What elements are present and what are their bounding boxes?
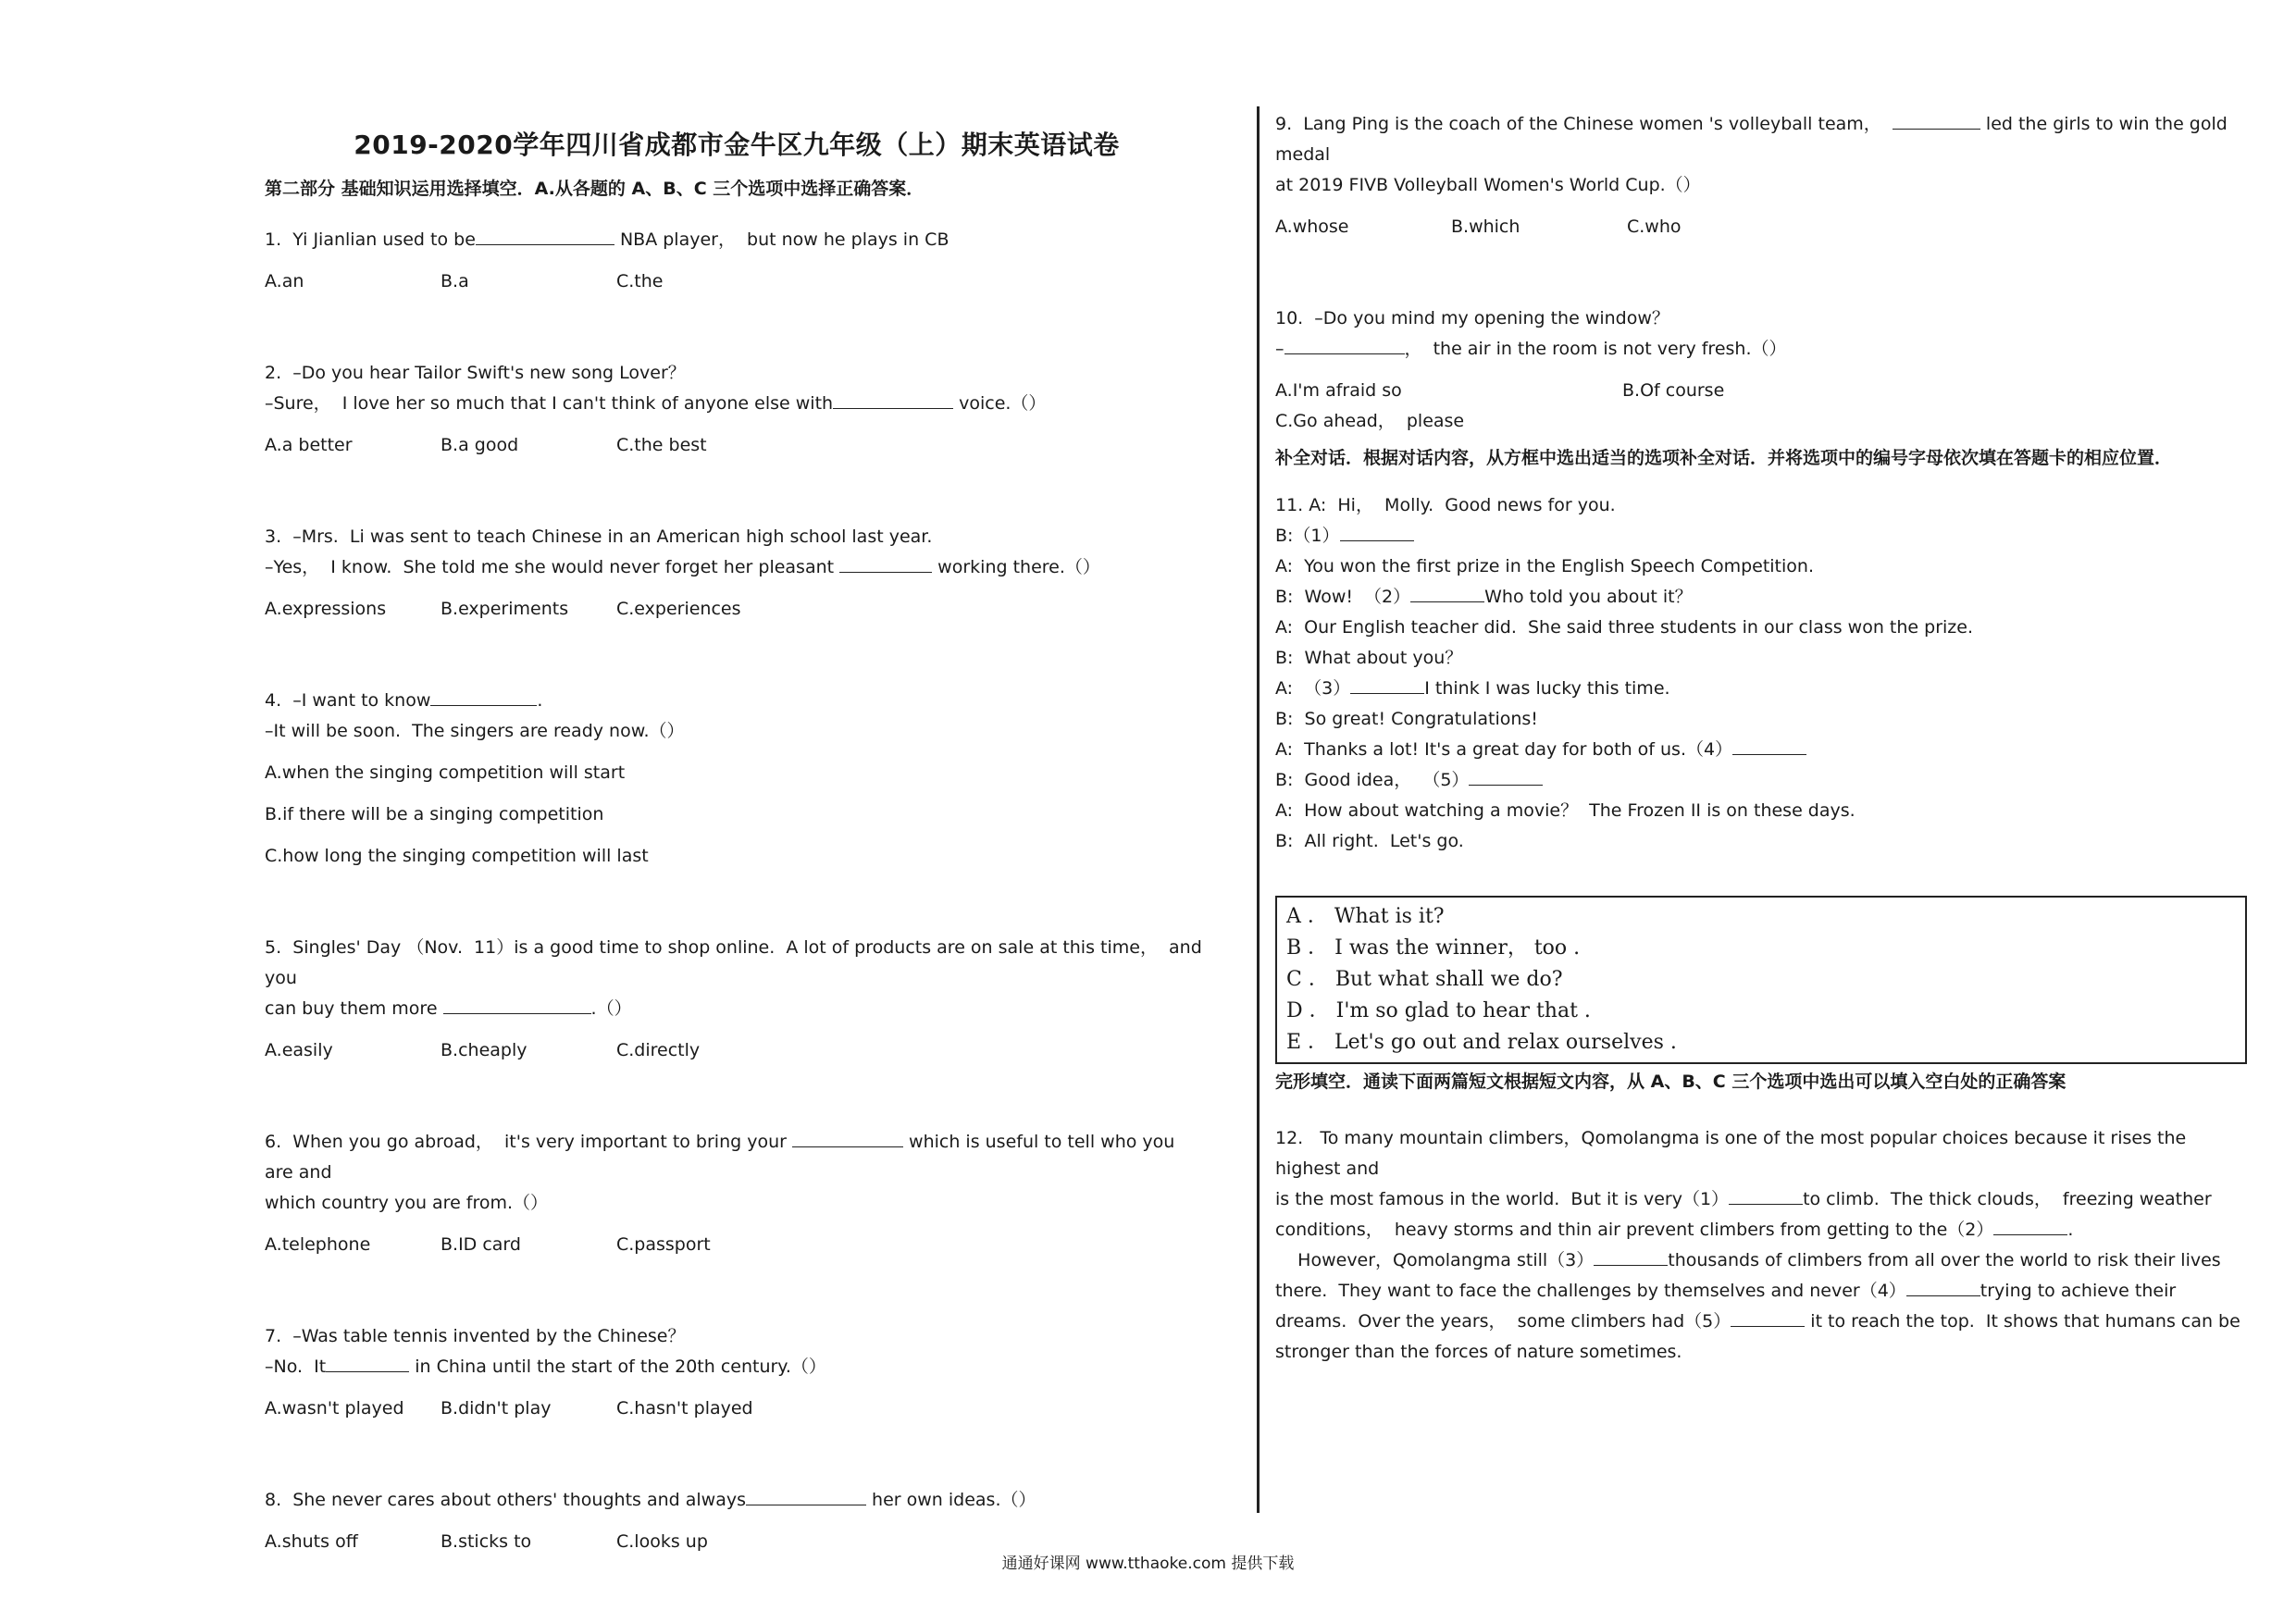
q8-option-c: C.looks up (616, 1531, 708, 1552)
q2-text-pre: –Sure， I love her so much that I can't think of anyone else with (265, 393, 834, 414)
q11-blank-4 (1732, 737, 1806, 755)
q2-option-b: B.a good (441, 435, 519, 455)
question-2 (265, 358, 1209, 461)
q10-line-1: 10. –Do you mind my opening the window？ (1275, 308, 1669, 328)
q12-line-2-post: to climb. The thick clouds， freezing weather (1803, 1189, 2212, 1209)
question-8 (265, 1485, 1209, 1557)
column-divider (1257, 106, 1260, 1513)
q11-line-4-pre: B: Wow! （2） (1275, 587, 1411, 607)
q11-line-6: B: What about you？ (1275, 648, 1463, 668)
q10-option-b: B.Of course (1622, 380, 1725, 401)
right-column (1275, 109, 2247, 1368)
q4-line-2: –It will be soon. The singers are ready now.（） (265, 721, 685, 741)
q3-option-c: C.experiences (616, 599, 741, 619)
question-6 (265, 1127, 1209, 1260)
q11-line-4-post: Who told you about it？ (1484, 587, 1693, 607)
box-option-e: E ． Let's go out and relax ourselves . (1286, 1031, 1677, 1054)
q7-option-b: B.didn't play (441, 1398, 552, 1419)
question-4 (265, 686, 1209, 872)
q12-blank-5 (1731, 1309, 1805, 1327)
q2-option-c: C.the best (616, 435, 707, 455)
q4-option-a: A.when the singing competition will start (265, 762, 626, 783)
q12-line-6-pre: dreams. Over the years， some climbers had（5） (1275, 1311, 1731, 1332)
q5-text-post: .（） (590, 998, 632, 1019)
q11-line-9: A: Thanks a lot! It's a great day for both of us.（4） (1275, 739, 1733, 760)
q11-blank-1 (1340, 524, 1414, 541)
q12-blank-2 (1993, 1218, 2067, 1235)
q5-blank (443, 997, 591, 1014)
q6-line-2: which country you are from.（） (265, 1193, 549, 1213)
section-heading-cloze: 完形填空．通读下面两篇短文根据短文内容，从 A、B、C 三个选项中选出可以填入空白处的正确答案 (1275, 1072, 2066, 1092)
q2-option-a: A.a better (265, 435, 353, 455)
q12-line-1: 12. To many mountain climbers，Qomolangma is one of the most popular choices because it rises the highest and (1275, 1128, 2192, 1179)
page-footer: 通通好课网 www.tthaoke.com 提供下载 (1001, 1555, 1295, 1573)
q1-blank (476, 228, 614, 245)
q2-line-1: 2. –Do you hear Tailor Swift's new song Lover？ (265, 363, 686, 383)
question-11 (1275, 490, 2247, 857)
q1-text-post: NBA player， but now he plays in CB (614, 229, 949, 250)
q7-option-c: C.hasn't played (616, 1398, 753, 1419)
q2-blank (833, 391, 953, 409)
q5-line-1: 5. Singles' Day （Nov. 11）is a good time to shop online. A lot of products are on sale at this time， and you (265, 937, 1208, 988)
section-heading-dialog: 补全对话．根据对话内容，从方框中选出适当的选项补全对话．并将选项中的编号字母依次填在答题卡的相应位置． (1275, 448, 2173, 468)
q5-option-b: B.cheaply (441, 1040, 527, 1060)
q12-line-5-pre: there. They want to face the challenges by themselves and never（4） (1275, 1281, 1906, 1301)
question-7 (265, 1321, 1209, 1424)
q7-text-pre: –No. It (265, 1357, 327, 1377)
q8-blank (746, 1488, 866, 1505)
q7-blank (326, 1355, 409, 1372)
q5-option-a: A.easily (265, 1040, 333, 1060)
q11-blank-5 (1469, 768, 1543, 786)
q1-option-b: B.a (441, 271, 469, 291)
q10-text-post: ， the air in the room is not very fresh.（） (1404, 339, 1787, 359)
q2-text-post: voice.（） (953, 393, 1047, 414)
q1-text-pre: 1. Yi Jianlian used to be (265, 229, 476, 250)
question-9 (1275, 109, 2247, 242)
q7-option-a: A.wasn't played (265, 1398, 404, 1419)
q11-line-7-post: I think I was lucky this time. (1424, 678, 1670, 699)
question-1 (265, 225, 1209, 297)
q11-line-8: B: So great! Congratulations! (1275, 709, 1538, 729)
q1-option-c: C.the (616, 271, 664, 291)
options-box (1275, 896, 2247, 1064)
q11-blank-2 (1410, 585, 1484, 602)
q11-line-5: A: Our English teacher did. She said three students in our class won the prize. (1275, 617, 1973, 638)
q4-blank (430, 688, 537, 706)
q3-text-post: working there.（） (932, 557, 1100, 577)
q7-text-post: in China until the start of the 20th century.（） (409, 1357, 826, 1377)
section-heading-choice: 第二部分 基础知识运用选择填空．A.从各题的 A、B、C 三个选项中选择正确答案． (265, 179, 925, 199)
q12-line-3-pre: conditions， heavy storms and thin air prevent climbers from getting to the（2） (1275, 1220, 1994, 1240)
question-5 (265, 933, 1209, 1066)
q11-line-3: A: You won the first prize in the English Speech Competition. (1275, 556, 1814, 576)
q4-option-c: C.how long the singing competition will last (265, 846, 649, 866)
q11-line-11: A: How about watching a movie？ The Frozen II is on these days. (1275, 800, 1855, 821)
box-option-c: C ． But what shall we do? (1286, 968, 1563, 991)
q12-line-2-pre: is the most famous in the world. But it is very（1） (1275, 1189, 1730, 1209)
exam-title: 2019-2020学年四川省成都市金牛区九年级（上）期末英语试卷 (354, 130, 1120, 160)
q11-line-12: B: All right. Let's go. (1275, 831, 1464, 851)
q9-line-2: at 2019 FIVB Volleyball Women's World Cup.（） (1275, 175, 1701, 195)
q6-text-pre: 6. When you go abroad， it's very important to bring your (265, 1132, 792, 1152)
q12-line-4-pre: However，Qomolangma still（3） (1275, 1250, 1595, 1270)
q8-text-pre: 8. She never cares about others' thoughts and always (265, 1490, 746, 1510)
q3-option-a: A.expressions (265, 599, 387, 619)
q10-text-pre: – (1275, 339, 1285, 359)
box-option-b: B ． I was the winner， too . (1286, 936, 1581, 960)
q6-option-a: A.telephone (265, 1234, 371, 1255)
q11-line-7-pre: A: （3） (1275, 678, 1351, 699)
q11-line-10: B: Good idea， （5） (1275, 770, 1470, 790)
q4-text-pre: 4. –I want to know (265, 690, 431, 711)
q4-text-post: . (537, 690, 543, 711)
q12-blank-3 (1594, 1248, 1668, 1266)
box-option-a: A ． What is it? (1286, 905, 1445, 928)
q3-blank (839, 555, 932, 573)
q6-blank (792, 1130, 903, 1147)
q9-text-post: led the girls to win the gold medal (1275, 114, 2233, 165)
question-10 (1275, 304, 2247, 437)
q9-option-b: B.which (1451, 217, 1520, 237)
left-column (265, 102, 1209, 1557)
q10-option-c: C.Go ahead， please (1275, 411, 1465, 431)
q12-line-4-post: thousands of climbers from all over the world to risk their lives (1668, 1250, 2221, 1270)
question-12 (1275, 1123, 2247, 1368)
q12-blank-1 (1729, 1187, 1803, 1205)
q10-option-a: A.I'm afraid so (1275, 380, 1402, 401)
q9-text-pre: 9. Lang Ping is the coach of the Chinese women 's volleyball team， (1275, 114, 1893, 134)
q8-option-a: A.shuts off (265, 1531, 358, 1552)
q8-option-b: B.sticks to (441, 1531, 532, 1552)
q3-line-1: 3. –Mrs. Li was sent to teach Chinese in an American high school last year. (265, 527, 933, 547)
q3-text-pre: –Yes， I know. She told me she would never forget her pleasant (265, 557, 840, 577)
q11-line-2: B:（1） (1275, 526, 1340, 546)
q12-line-3-post: . (2067, 1220, 2074, 1240)
q10-blank (1285, 337, 1405, 354)
q9-option-c: C.who (1627, 217, 1682, 237)
q11-line-1: 11. A: Hi， Molly. Good news for you. (1275, 495, 1616, 515)
q6-option-c: C.passport (616, 1234, 711, 1255)
q12-line-5-post: trying to achieve their (1980, 1281, 2177, 1301)
q6-text-post: which is useful to tell who you are and (265, 1132, 1181, 1183)
q6-option-b: B.ID card (441, 1234, 521, 1255)
q12-line-7: stronger than the forces of nature sometimes. (1275, 1342, 1682, 1362)
q12-line-6-post: it to reach the top. It shows that humans can be (1805, 1311, 2240, 1332)
question-3 (265, 522, 1209, 625)
q7-line-1: 7. –Was table tennis invented by the Chinese？ (265, 1326, 686, 1346)
q12-blank-4 (1906, 1279, 1980, 1296)
q5-text-pre: can buy them more (265, 998, 443, 1019)
q11-blank-3 (1350, 676, 1424, 694)
q9-blank (1893, 112, 1980, 130)
q8-text-post: her own ideas.（） (866, 1490, 1036, 1510)
box-option-d: D ． I'm so glad to hear that . (1286, 999, 1591, 1022)
q3-option-b: B.experiments (441, 599, 569, 619)
q1-option-a: A.an (265, 271, 304, 291)
q4-option-b: B.if there will be a singing competition (265, 804, 604, 824)
q5-option-c: C.directly (616, 1040, 701, 1060)
q9-option-a: A.whose (1275, 217, 1349, 237)
